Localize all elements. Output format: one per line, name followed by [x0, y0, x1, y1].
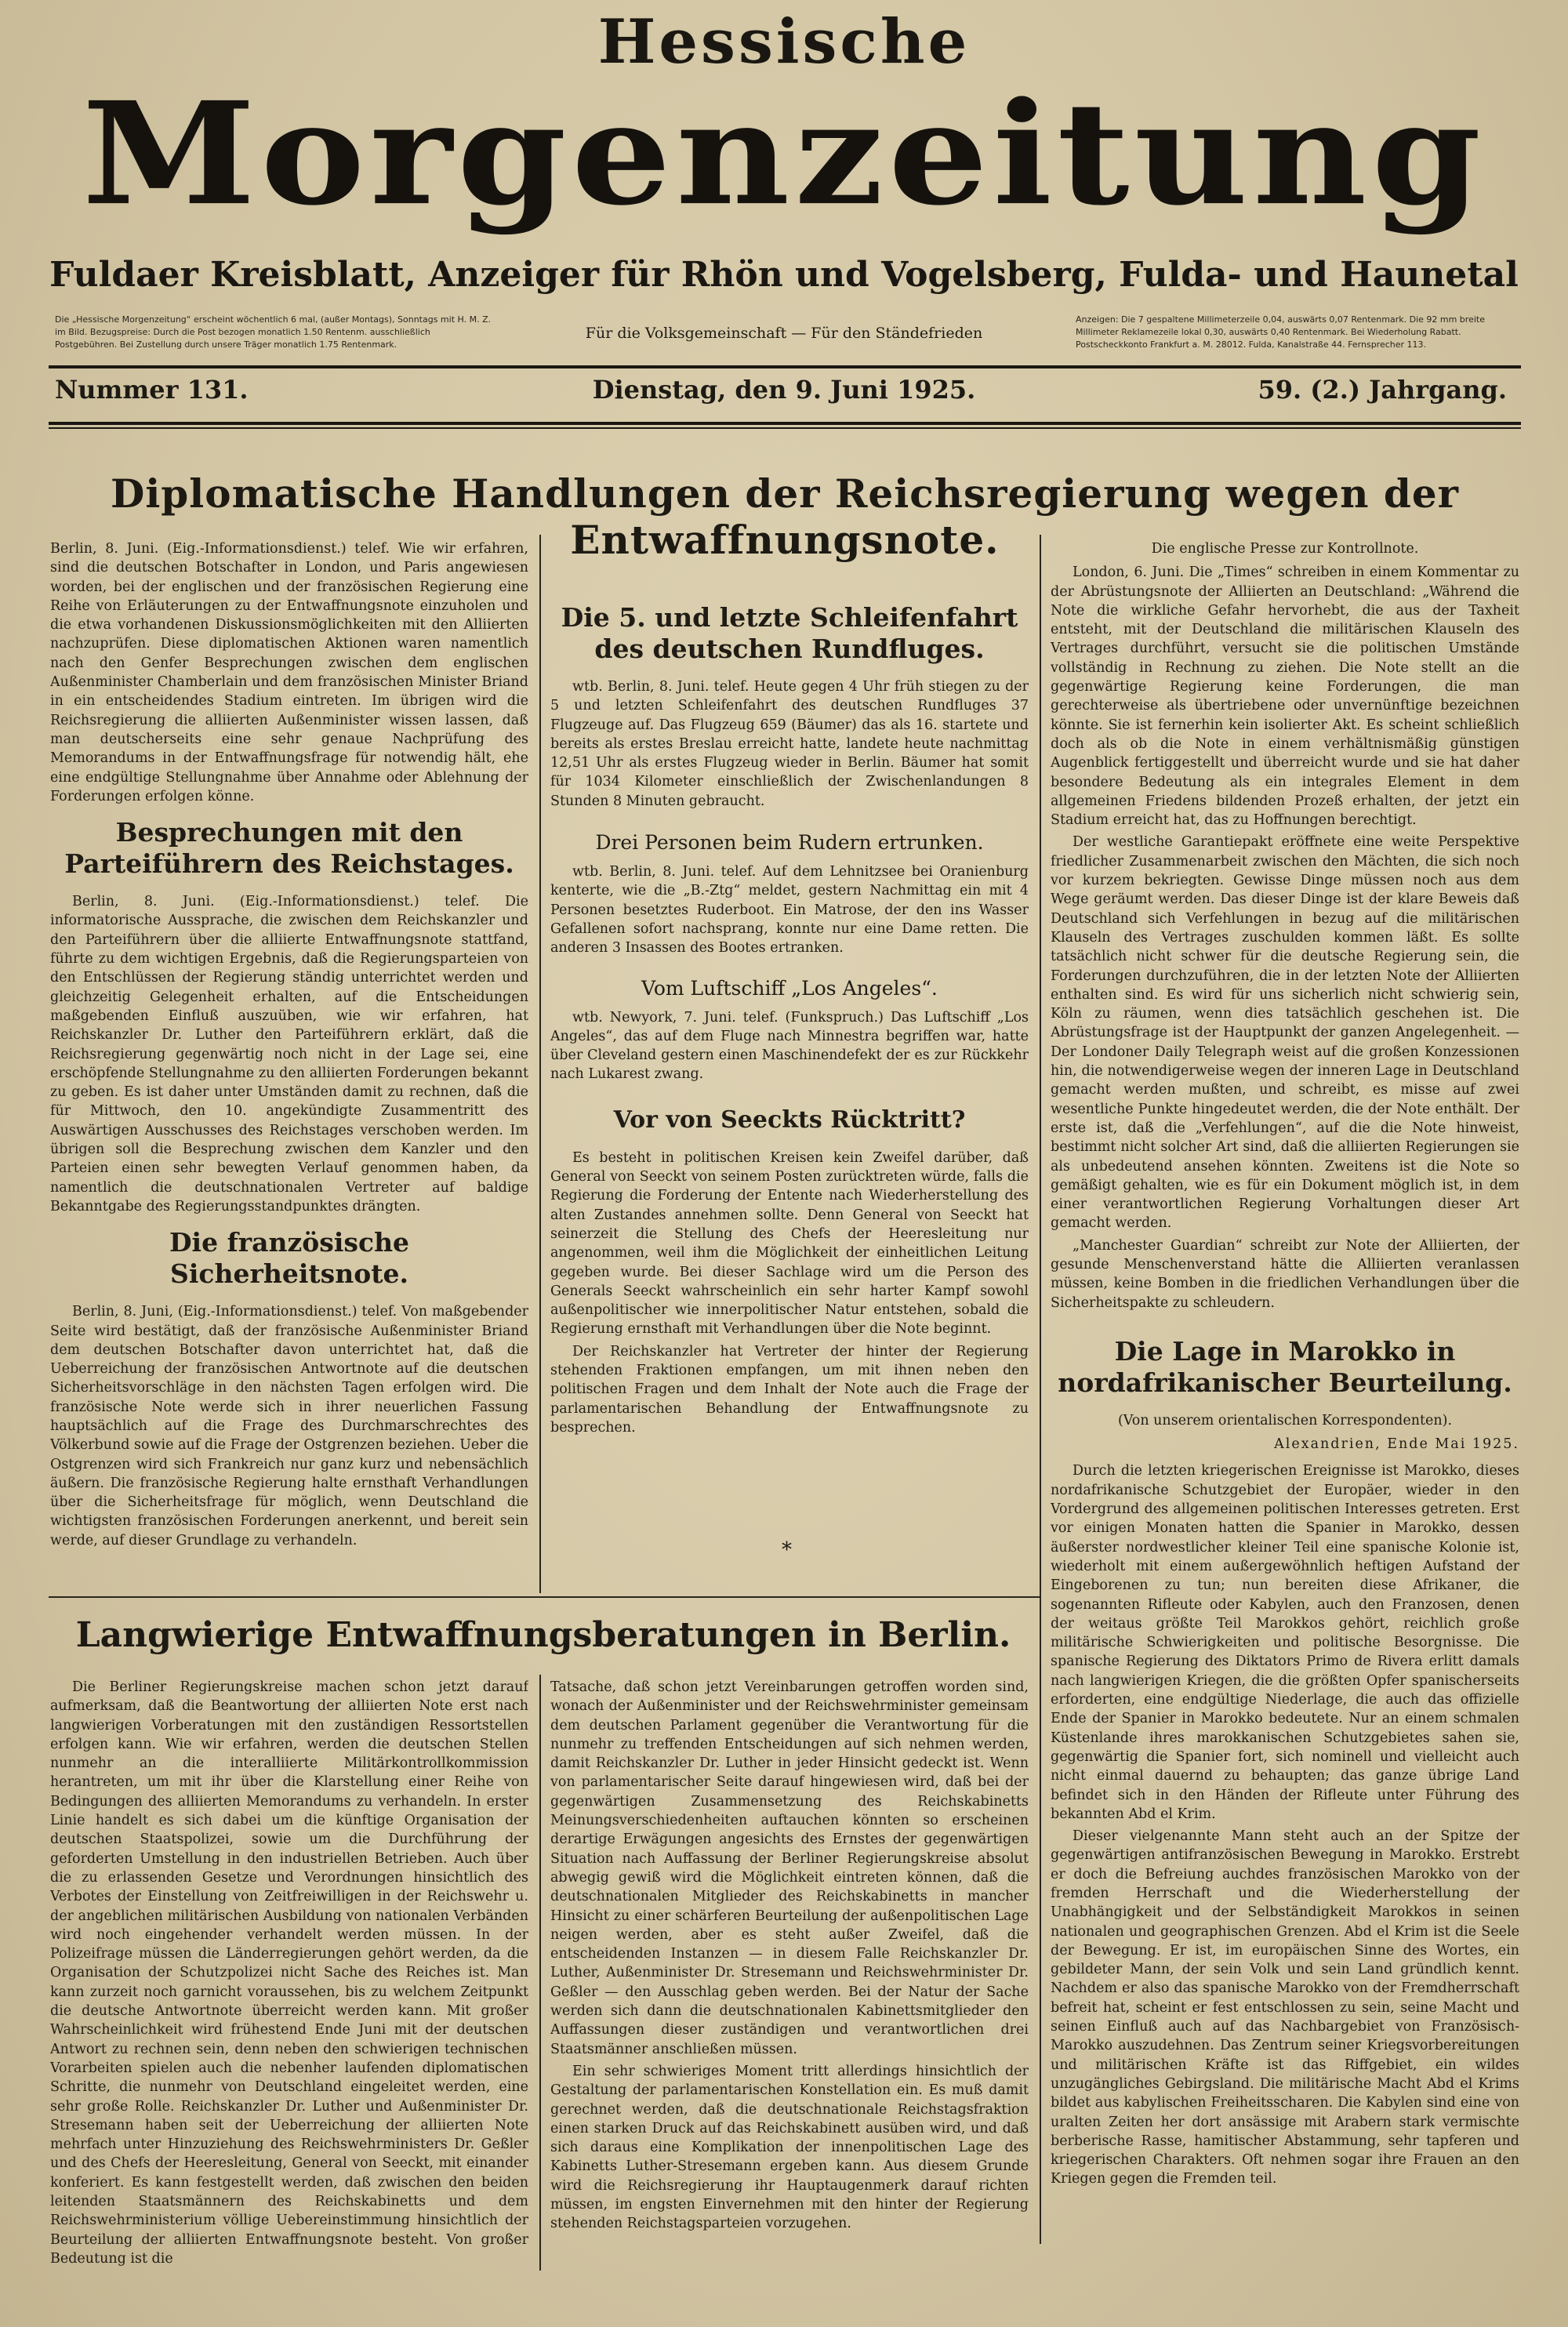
- headline-rudern: Drei Personen beim Rudern ertrunken.: [595, 831, 984, 855]
- article-besprechungen: Berlin, 8. Juni. (Eig.-Informationsdienst.) telef. Die informatorische Aussprache, die zwischen dem Reichskanzler und den Parteiführern über die alliierte Entwaffnungsnote stattfand, führte zu dem wichtigen Ergebnis, daß die Regierungsparteien von den Entschlüssen der Regierung ständig unterrichtet werden und gleichzeitig Gelegenheit erhalten, auf die Entscheidungen maßgebenden Einfluß auszuüben, wie wir erfahren, hat Reichskanzler Dr. Luther den Parteiführern erklärt, daß die Reichsregierung gegenwärtig noch nicht in der Lage sei, eine erschöpfende Stellungnahme zu den alliierten Forderungen bekannt zu geben. Es ist daher unter Umständen damit zu rechnen, daß die für Mittwoch, den 10. angekündigte Zusammentritt des Auswärtigen Ausschusses des Reichstages verschoben werden. Im übrigen soll die Besprechung zwischen dem Kanzler und den Parteien einen sehr bewegten Verlauf genommen haben, da namentlich die deutschnationalen Vertreter auf baldige Bekanntgabe des Regierungsstandpunktes drängten.: [50, 894, 528, 1214]
- article-seeckt-1: Es besteht in politischen Kreisen kein Zweifel darüber, daß General von Seeckt von seinem Posten zurücktreten würde, falls die Regierung die Forderung der Entente nach Wiederherstellung des alten Zustandes annehmen sollte. Denn General von Seeckt hat seinerzeit die Stellung des Chefs der Heeresleitung nur angenommen, weil ihm die Möglichkeit der einheitlichen Leitung gegeben wurde. Bei dieser Sachlage wird um die Person des Generals Seeckt wahrscheinlich ein sehr harter Kampf sowohl außenpolitischer wie innerpolitischer Natur entstehen, sobald die Regierung ernsthaft mit Verhandlungen über die Note beginnt.: [550, 1149, 1029, 1338]
- rule-dateline: [49, 422, 1521, 425]
- headline-seeckt: Vor von Seeckts Rücktritt?: [613, 1105, 966, 1134]
- column-divider-1: [539, 535, 541, 1593]
- issue-volume: 59. (2.) Jahrgang.: [1258, 375, 1507, 405]
- motto: Für die Volksgemeinschaft — Für den Ständefrieden: [585, 325, 983, 342]
- column-1: [50, 539, 528, 1594]
- article-rudern: wtb. Berlin, 8. Juni. telef. Auf dem Lehnitzsee bei Oranienburg kenterte, wie die „B.-Ztg“ meldet, gestern Nachmittag ein mit 4 Personen besetztes Ruderboot. Ein Matrose, der den ins Wasser Gefallenen sofort nachsprang, konnte nur eine Dame retten. Die anderen 3 Insassen des Bootes ertranken.: [550, 864, 1029, 957]
- article-seeckt-2: Der Reichskanzler hat Vertreter der hinter der Regierung stehenden Fraktionen empfangen, um mit ihnen neben den politischen Fragen und dem Inhalt der Note auch die Frage der parlamentarischen Behandlung der Entwaffnungsnote zu besprechen.: [550, 1343, 1029, 1436]
- article-entwaffnung-3: Ein sehr schwieriges Moment tritt allerdings hinsichtlich der Gestaltung der parlamentarischen Konstellation ein. Es muß damit gerechnet werden, daß die deutschnationale Reichstagsfraktion einen starken Druck auf das Reichskabinett ausüben wird, und daß sich daraus eine Komplikation der innenpolitischen Lage des Kabinetts Luther-Stresemann ergeben kann. Aus diesem Grunde wird die Reichsregierung ihr Hauptaugenmerk darauf richten müssen, im engsten Einvernehmen mit den hinter der Regierung stehenden Reichstagsparteien vorzugehen.: [550, 2063, 1029, 2232]
- separator-star: *: [782, 1538, 792, 1562]
- article-sicherheitsnote: Berlin, 8. Juni, (Eig.-Informationsdienst.) telef. Von maßgebender Seite wird bestätigt, daß der französische Außenminister Briand dem deutschen Botschafter davon unterrichtet hat, daß die Ueberreichung der französischen Antwortnote auf die deutschen Sicherheitsvorschläge in den nächsten Tagen erfolgen wird. Die französische Note werde sich in ihrer neuerlichen Fassung hauptsächlich auf die Frage des Durchmarschrechtes des Völkerbund sowie auf die Frage der Ostgrenzen beziehen. Ueber die Ostgrenzen wird sich Frankreich nur ganz kurz und nebensächlich äußern. Die französische Regierung halte ernsthaft Verhandlungen über die Sicherheitsfrage für möglich, wenn Deutschland die wichtigsten französischen Forderungen anerkennt, und bereit sein werde, auf dieser Grundlage zu verhandeln.: [50, 1304, 528, 1548]
- masthead-top: Hessische: [597, 6, 971, 78]
- section-divider: [49, 1596, 1040, 1598]
- article-rundflug: wtb. Berlin, 8. Juni. telef. Heute gegen 4 Uhr früh stiegen zu der 5 und letzten Schleifenfahrt des deutschen Rundfluges 37 Flugzeuge auf. Das Flugzeug 659 (Bäumer) das als 16. startete und bereits als erstes Breslau erreicht hatte, landete heute nachmittag 12,51 Uhr als erstes Flugzeug wieder in Berlin. Bäumer hat somit für 1034 Kilometer einschließlich der Zwischenlandungen 8 Stunden 8 Minuten gebraucht.: [550, 679, 1029, 809]
- rule-top: [49, 365, 1521, 368]
- column-2: [550, 539, 1029, 1594]
- main-headline: Diplomatische Handlungen der Reichsregierung wegen der Entwaffnungsnote.: [110, 470, 1460, 563]
- marokko-correspondent: (Von unserem orientalischen Korrespondenten).: [1117, 1412, 1453, 1429]
- headline-luftschiff: Vom Luftschiff „Los Angeles“.: [641, 976, 938, 1000]
- column-divider-2: [1040, 535, 1041, 2244]
- headline-presse: Die englische Presse zur Kontrollnote.: [1151, 541, 1419, 557]
- headline-marokko: Die Lage in Marokko in nordafrikanischer Beurteilung.: [1058, 1335, 1512, 1398]
- advertising-info: Anzeigen: Die 7 gespaltene Millimeterzeile 0,04, auswärts 0,07 Rentenmark. Die 92 mm breite Millimeter Reklamezeile lokal 0,30, auswärts 0,40 Rentenmark. Bei Wiederholung Rabatt. Postscheckkonto Frankfurt a. M. 28012. Fulda, Kanalstraße 44. Fernsprecher 113.: [1076, 314, 1485, 350]
- column-lower-left: [50, 1678, 528, 2274]
- second-headline: Langwierige Entwaffnungsberatungen in Berlin.: [75, 1615, 1011, 1655]
- article-marokko-1: Durch die letzten kriegerischen Ereignisse ist Marokko, dieses nordafrikanische Schutzgebiet der Europäer, wieder in den Vordergrund des allgemeinen politischen Interesses getreten. Erst vor einigen Monaten hatten die Spanier in Marokko, dessen äußerster nordwestlicher kleiner Teil eine spanische Kolonie ist, wiederholt mit einem außergewöhnlich heftigen Aufstand der Eingeborenen zu tun; nun bereiten diese Afrikaner, die sogenannten Rifleute oder Kabylen, auch den Franzosen, denen der weitaus größte Teil Marokkos gehört, reichlich große militärische Schwierigkeiten und politische Besorgnisse. Die spanische Regierung des Diktators Primo de Rivera erlitt damals nach langwierigen Kriegen, die die größten Opfer spanischerseits erforderten, eine endgültige Niederlage, die auch das offizielle Ende der Spanier in Marokko bedeutete. Nur an einem schmalen Küstenlande ihres marokkanischen Schutzgebietes sahen sie, gegenwärtig die Spanier fort, sich nominell und vielleicht auch nicht einmal dauernd zu behaupten; das ganze übrige Land befindet sich in den Händen der Rifleute unter Führung des bekannten Abd el Krim.: [1051, 1463, 1519, 1822]
- column-lower-middle: [550, 1678, 1029, 2274]
- headline-sicherheitsnote: Die französische Sicherheitsnote.: [169, 1227, 410, 1290]
- headline-rundflug: Die 5. und letzte Schleifenfahrt des deutschen Rundfluges.: [561, 602, 1018, 664]
- article-presse-3: „Manchester Guardian“ schreibt zur Note der Alliierten, der gesunde Menschenverstand hätte die Alliierten veranlassen müssen, keine Bomben in die friedlichen Verhandlungen über die Sicherheitspakte zu schleudern.: [1051, 1237, 1519, 1311]
- column-divider-lower: [539, 1675, 541, 2271]
- article-entwaffnung-1: Die Berliner Regierungskreise machen schon jetzt darauf aufmerksam, daß die Beantwortung der alliierten Note erst nach langwierigen Vorberatungen mit den zuständigen Ressortstellen erfolgen kann. Wie wir erfahren, werden die deutschen Stellen nunmehr an die interalliierte Militärkontrollkommission herantreten, um mit ihr über die Klarstellung einer Reihe von Bedingungen des alliierten Memorandums zu verhandeln. In erster Linie handelt es sich dabei um die künftige Organisation der deutschen Staatspolizei, sowie um die Durchführung der geforderten Umstellung in den industriellen Betrieben. Auch über die zu erlassenden Gesetze und Verordnungen hinsichtlich des Verbotes der Einstellung von Zeitfreiwilligen in der Reichswehr u. der angeblichen militärischen Ausbildung von nationalen Verbänden wird noch eingehender verhandelt werden müssen. In der Polizeifrage müssen die Länderregierungen gehört werden, da die Organisation der Schutzpolizei nicht Sache des Reiches ist. Man kann zurzeit noch garnicht voraussehen, bis zu welchem Zeitpunkt die deutsche Antwortnote überreicht werden kann. Mit großer Wahrscheinlichkeit wird frühestend Ende Juni mit der deutschen Antwort zu rechnen sein, denn neben den schwierigen technischen Vorarbeiten spielen auch die nebenher laufenden diplomatischen Schritte, die nunmehr von Deutschland eingeleitet werden, eine sehr große Rolle. Reichskanzler Dr. Luther und Außenminister Dr. Stresemann haben seit der Ueberreichung der alliierten Note mehrfach unter Hinzuziehung des Reichswehrministers Dr. Geßler und des Chefs der Heeresleitung, General von Seeckt, mit einander konferiert. Es kann festgestellt werden, daß zwischen den beiden leitenden Staatsmännern des Reichskabinetts und dem Reichswehrministerium völlige Uebereinstimmung hinsichtlich der Beurteilung der alliierten Entwaffnungsnote besteht. Von großer Bedeutung ist die: [50, 1679, 528, 2267]
- column-3: [1051, 539, 1519, 2264]
- article-marokko-2: Dieser vielgenannte Mann steht auch an der Spitze der gegenwärtigen antifranzösischen Bewegung in Marokko. Erstrebt er doch die Befreiung auchdes französischen Marokko von der fremden Herrschaft und die Wiederherstellung der Unabhängigkeit und der Selbständigkeit Marokkos in seinen nationalen und geographischen Grenzen. Abd el Krim ist die Seele der Bewegung. Er ist, im europäischen Sinne des Wortes, ein gebildeter Mann, der sein Volk und sein Land gründlich kennt. Nachdem er also das spanische Marokko von der Fremdherrschaft befreit hat, scheint er fest entschlossen zu sein, seine Macht und seinen Einfluß auch auf das Nachbargebiet von Französisch-Marokko auszudehnen. Das Zentrum seiner Kriegsvorbereitungen und militärischen Kräfte ist das Riffgebiet, ein wildes unzugängliches Gebirgsland. Die militärische Macht Abd el Krims bildet aus kabylischen Freiheitsscharen. Die Kabylen sind eine von uralten Zeiten her dort ansässige mit Arabern stark vermischte berberische Rasse, hamitischer Abstammung, sehr tapferen und kriegerischen Charakters. Oft nehmen sogar ihre Frauen an den Kriegen gegen die Fremden teil.: [1051, 1828, 1519, 2187]
- masthead-title: Morgenzeitung: [82, 71, 1486, 238]
- article-luftschiff: wtb. Newyork, 7. Juni. telef. (Funkspruch.) Das Luftschiff „Los Angeles“, das auf dem Fluge nach Minnestra begriffen war, hatte über Cleveland gestern einen Maschinendefekt der es zur Rückkehr nach Lukarest zwang.: [550, 1009, 1029, 1083]
- subscription-info: Die „Hessische Morgenzeitung“ erscheint wöchentlich 6 mal, (außer Montags), Sonntags mit H. M. Z. im Bild. Bezugspreise: Durch die Post bezogen monatlich 1.50 Rentenm. ausschließlich Postgebühren. Bei Zustellung durch unsere Träger monatlich 1.75 Rentenmark.: [55, 314, 492, 350]
- article-presse-2: Der westliche Garantiepakt eröffnete eine weite Perspektive friedlicher Zusammenarbeit zwischen den Mächten, die sich noch vor kurzem bekriegten. Gewisse Dinge müssen noch aus dem Wege geräumt werden. Das dieser Dinge ist der klare Beweis daß Deutschland sich Verfehlungen in bezug auf die militärischen Klauseln des Vertrages zuschulden kommen läßt. Es sollte tatsächlich nicht schwer für die deutsche Regierung sein, die Forderungen durchzuführen, die in der letzten Note der Alliierten enthalten sind. Es wird für uns sicherlich nicht schwierig sein, Köln zu räumen, wenn dies tatsächlich geschehen ist. Die Abrüstungsfrage ist der Hauptpunkt der ganzen Angelegenheit. — Der Londoner Daily Telegraph weist auf die großen Konzessionen hin, die notwendigerweise wegen der inneren Lage in Deutschland gemacht werden mußten, und schreibt, es misse auf zwei wesentliche Punkte hingedeutet werden, die der Note enthält. Der erste ist, daß die „Verfehlungen“, auf die die Note hinweist, bestimmt nicht solcher Art sind, daß die alliierten Regierungen sie als unbedeutend ansehen könnten. Zweitens ist die Note so gemäßigt gehalten, wie es für ein Dokument möglich ist, in dem einer verantwortlichen Regierung Vorhaltungen dieser Art gemacht werden.: [1051, 834, 1519, 1232]
- issue-number: Nummer 131.: [55, 375, 249, 405]
- marokko-dateline: Alexandrien, Ende Mai 1925.: [1274, 1436, 1519, 1453]
- article-entwaffnung-2: Tatsache, daß schon jetzt Vereinbarungen getroffen worden sind, wonach der Außenminister und der Reichswehrminister gemeinsam dem deutschen Parlament gegenüber die Verantwortung für die nunmehr zu treffenden Entscheidungen auf sich nehmen werden, damit Reichskanzler Dr. Luther in jeder Hinsicht gedeckt ist. Wenn von parlamentarischer Seite darauf hingewiesen wird, daß bei der gegenwärtigen Zusammensetzung des Reichskabinetts Meinungsverschiedenheiten auftauchen könnten so erscheinen derartige Erwägungen angesichts des Ernstes der gegenwärtigen Situation nach Auffassung der Berliner Regierungskreise absolut abwegig gewiß wird die Möglichkeit eintreten können, daß die deutschnationalen Mitglieder des Reichskabinetts in mancher Hinsicht zu einer schärferen Beurteilung der außenpolitischen Lage neigen werden, aber es steht außer Zweifel, daß die entscheidenden Instanzen — in diesem Falle Reichskanzler Dr. Luther, Außenminister Dr. Stresemann und Reichswehrminister Dr. Geßler — den Ausschlag geben werden. Bei der Natur der Sache werden sich dann die deutschnationalen Kabinettsmitglieder den Auffassungen dieser zuständigen und verantwortlichen drei Staatsmänner anschließen müssen.: [550, 1679, 1029, 2057]
- masthead-subtitle: Fuldaer Kreisblatt, Anzeiger für Rhön und Vogelsberg, Fulda- und Haunetal: [49, 255, 1519, 295]
- article-presse-1: London, 6. Juni. Die „Times“ schreiben in einem Kommentar zu der Abrüstungsnote der Alliierten an Deutschland: „Während die Note die wirkliche Gefahr hervorhebt, die aus der Taxheit entsteht, mit der Deutschland die militärischen Klauseln des Vertrages durchführt, versucht sie die politischen Umstände vollständig in Rechnung zu ziehen. Die Note stellt an die gegenwärtige Regierung keine Forderungen, die man gerechterweise als übertriebene oder unvernünftige bezeichnen könnte. Sie ist fernerhin kein isolierter Akt. Es scheint schließlich doch als ob die Note in einem verhältnismäßig günstigen Augenblick fertiggestellt und überreicht wurde und sie hat daher besondere Bedeutung als ein integrales Element in dem allgemeinen Friedens bildenden Prozeß erhalten, der jetzt ein Stadium erreicht hat, das zu Hoffnungen berechtigt.: [1051, 565, 1519, 829]
- headline-besprechungen: Besprechungen mit den Parteiführern des Reichstages.: [64, 817, 514, 880]
- issue-date: Dienstag, den 9. Juni 1925.: [592, 375, 976, 405]
- rule-dateline-thin: [49, 427, 1521, 429]
- article-lead: Berlin, 8. Juni. (Eig.-Informationsdienst.) telef. Wie wir erfahren, sind die deutschen Botschafter in London, und Paris angewiesen worden, bei der englischen und der französischen Regierung eine Reihe von Erläuterungen zu der Entwaffnungsnote einzuholen und die etwa vorhandenen Diskussionsmöglichkeiten mit den Alliierten nachzuprüfen. Diese diplomatischen Aktionen waren namentlich nach den Genfer Besprechungen zwischen dem englischen Außenminister Chamberlain und dem französischen Minister Briand in ein entscheidendes Stadium eintreten. Im übrigen wird die Reichsregierung die alliierten Außenminister wissen lassen, daß man deutscherseits eine sehr genaue Nachprüfung des Memorandums in der Entwaffnungsfrage für notwendig hält, ehe eine endgültige Stellungnahme über Annahme oder Ablehnung der Forderungen erfolgen könne.: [50, 541, 528, 804]
